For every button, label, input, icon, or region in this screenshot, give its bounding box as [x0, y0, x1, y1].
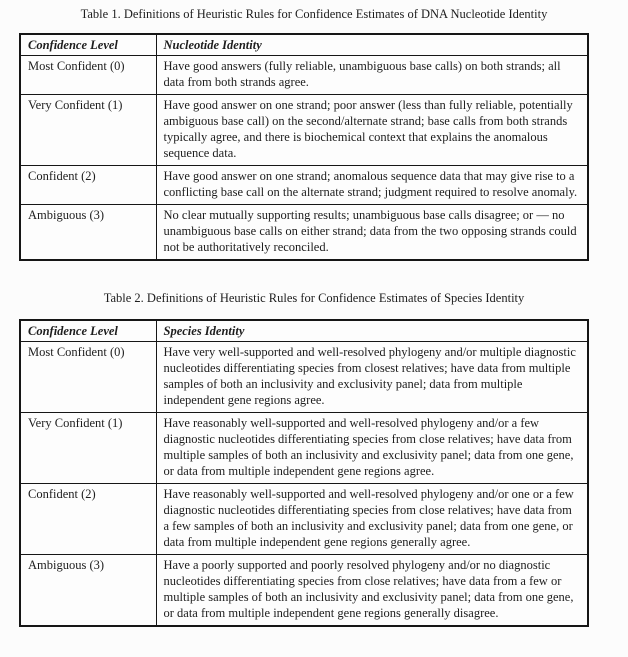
confidence-level-cell: Very Confident (1): [20, 413, 156, 484]
table-row: [20, 555, 588, 627]
definition-cell: Have reasonably well-supported and well-resolved phylogeny and/or one or a few diagnostic nucleotides differentiating species from close relatives; have data from a few samples of both an inclusivity and exclusivity panel; data from one gene, or data from multiple independent gene regions generally agree.: [156, 484, 588, 555]
table-row: [20, 56, 588, 95]
table2-title: Table 2. Definitions of Heuristic Rules for Confidence Estimates of Species Identity: [103, 291, 525, 305]
table-row: [20, 342, 588, 413]
definition-cell: No clear mutually supporting results; unambiguous base calls disagree; or — no unambiguous base calls on either strand; data from the two opposing strands could not be authoritatively reconciled.: [156, 205, 588, 261]
confidence-level-cell: Confident (2): [20, 166, 156, 205]
confidence-level-cell: Ambiguous (3): [20, 555, 156, 627]
confidence-level-cell: Very Confident (1): [20, 95, 156, 166]
table1-header-row: [20, 34, 588, 56]
table-row: [20, 484, 588, 555]
column-header-nucleotide-identity: Nucleotide Identity: [156, 34, 588, 56]
table2-header-row: [20, 320, 588, 342]
table1-section: [19, 7, 609, 261]
column-header-confidence-level: Confidence Level: [20, 34, 156, 56]
definition-cell: Have good answers (fully reliable, unambiguous base calls) on both strands; all data from both strands agree.: [156, 56, 588, 95]
confidence-level-cell: Most Confident (0): [20, 56, 156, 95]
definition-cell: Have a poorly supported and poorly resolved phylogeny and/or no diagnostic nucleotides differentiating species from close relatives; have data from a few or multiple samples of both an inclusivity and exclusivity panel; data from one gene, or data from multiple independent gene regions generally disagree.: [156, 555, 588, 627]
definition-cell: Have good answer on one strand; poor answer (less than fully reliable, potentially ambiguous base call) on the second/alternate strand; base calls from both strands typically agree, and there is biochemical context that explains the anomalous sequence data.: [156, 95, 588, 166]
definition-cell: Have very well-supported and well-resolved phylogeny and/or multiple diagnostic nucleotides differentiating species from closest relatives; have data from multiple samples of both an inclusivity and exclusivity panel; data from multiple independent gene regions agree.: [156, 342, 588, 413]
definition-cell: Have good answer on one strand; anomalous sequence data that may give rise to a conflicting base call on the alternate strand; judgment required to resolve anomaly.: [156, 166, 588, 205]
table1-dna-nucleotide-confidence: [19, 33, 589, 261]
column-header-confidence-level: Confidence Level: [20, 320, 156, 342]
table2-species-identity-confidence: [19, 319, 589, 627]
table2-section: [19, 291, 609, 627]
confidence-level-cell: Ambiguous (3): [20, 205, 156, 261]
table1-title: Table 1. Definitions of Heuristic Rules for Confidence Estimates of DNA Nucleotide Identity: [80, 7, 548, 21]
definition-cell: Have reasonably well-supported and well-resolved phylogeny and/or a few diagnostic nucleotides differentiating species from close relatives; have data from multiple samples of both an inclusivity and exclusivity panel; data from one gene, or data from multiple independent gene regions agree.: [156, 413, 588, 484]
confidence-level-cell: Most Confident (0): [20, 342, 156, 413]
column-header-species-identity: Species Identity: [156, 320, 588, 342]
confidence-level-cell: Confident (2): [20, 484, 156, 555]
table-row: [20, 413, 588, 484]
table-row: [20, 95, 588, 166]
table-row: [20, 205, 588, 261]
table-row: [20, 166, 588, 205]
